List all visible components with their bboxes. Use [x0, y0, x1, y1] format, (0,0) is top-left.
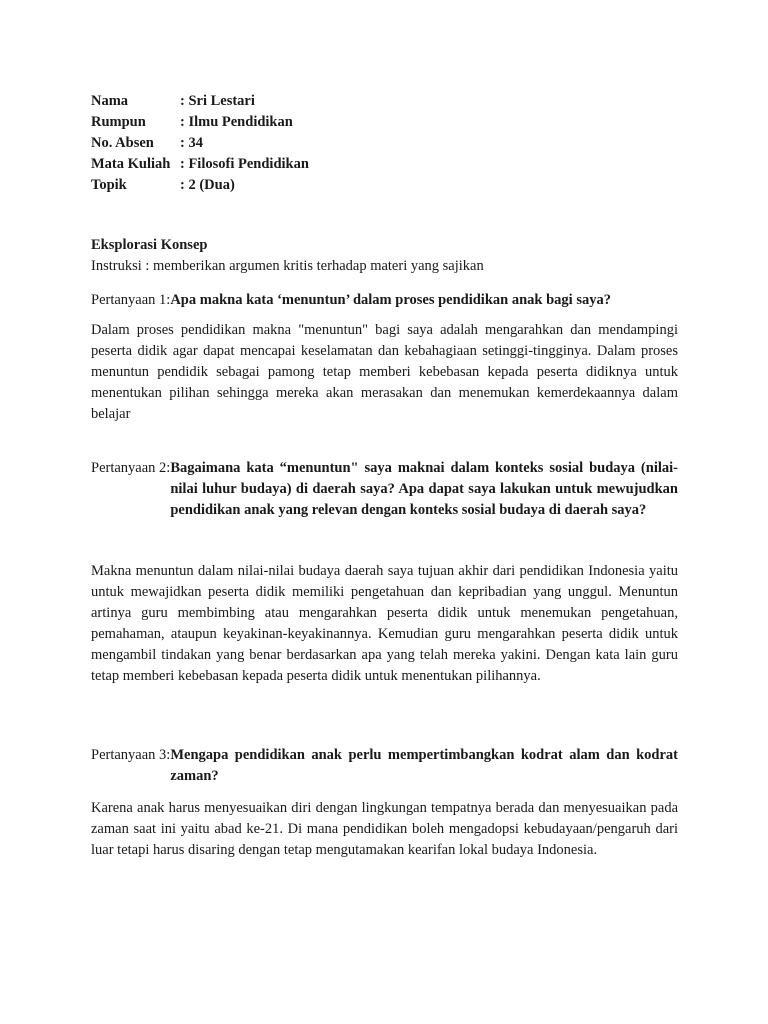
- identity-row-topik: [91, 175, 309, 196]
- identity-label: Nama: [91, 93, 129, 109]
- question-1: [91, 290, 678, 311]
- identity-label: Rumpun: [91, 114, 146, 130]
- identity-value: : Sri Lestari: [180, 93, 255, 109]
- section-title: Eksplorasi Konsep: [91, 237, 208, 253]
- identity-row-mata-kuliah: [91, 154, 309, 175]
- identity-label: No. Absen: [91, 135, 154, 151]
- question-prefix: Pertanyaan 1:: [91, 292, 171, 308]
- identity-value: : Ilmu Pendidikan: [180, 114, 293, 130]
- question-text: Mengapa pendidikan anak perlu mempertimbangkan kodrat alam dan kodrat zaman?: [170, 747, 678, 784]
- identity-value: : 34: [180, 135, 203, 151]
- question-3: [91, 745, 678, 787]
- question-prefix: Pertanyaan 2:: [91, 460, 171, 476]
- section-instruction: Instruksi : memberikan argumen kritis terhadap materi yang sajikan: [91, 258, 484, 274]
- answer-3: Karena anak harus menyesuaikan diri dengan lingkungan tempatnya berada dan menyesuaikan pada zaman saat ini yaitu abad ke-21. Di mana pendidikan boleh mengadopsi kebudayaan/pengaruh dari luar tetapi harus disaring dengan tetap mengutamakan kearifan lokal budaya Indonesia.: [91, 800, 678, 858]
- question-prefix: Pertanyaan 3:: [91, 747, 171, 763]
- answer-1: Dalam proses pendidikan makna "menuntun" bagi saya adalah mengarahkan dan mendampingi peserta didik agar dapat mencapai keselamatan dan kebahagiaan setinggi-tingginya. Dalam proses menuntun pendidik sebagai pamong tetap memberi kebebasan kepada peserta didiknya untuk menentukan pilihan sehingga mereka akan merasakan dan menemukan kemerdekaannya dalam belajar: [91, 322, 678, 422]
- question-2: [91, 458, 678, 521]
- identity-label: Mata Kuliah: [91, 156, 171, 172]
- answer-2: Makna menuntun dalam nilai-nilai budaya daerah saya tujuan akhir dari pendidikan Indonesia yaitu untuk mewajidkan peserta didik memiliki pengetahuan dan kepribadian yang unggul. Menuntun artinya guru membimbing atau mengarahkan peserta didik untuk menemukan pengetahuan, pemahaman, ataupun keyakinan-keyakinannya. Kemudian guru mengarahkan peserta didik untuk mengambil tindakan yang benar berdasarkan apa yang telah mereka yakini. Dengan kata lain guru tetap memberi kebebasan kepada peserta didik untuk menentukan pilihannya.: [91, 563, 678, 684]
- question-text: Bagaimana kata “menuntun" saya maknai dalam konteks sosial budaya (nilai-nilai luhur budaya) di daerah saya? Apa dapat saya lakukan untuk mewujudkan pendidikan anak yang relevan dengan konteks sosial budaya di daerah saya?: [170, 460, 678, 518]
- identity-value: : Filosofi Pendidikan: [180, 156, 309, 172]
- identity-row-nama: [91, 91, 309, 112]
- question-text: Apa makna kata ‘menuntun’ dalam proses pendidikan anak bagi saya?: [170, 292, 611, 308]
- identity-row-rumpun: [91, 112, 309, 133]
- identity-value: : 2 (Dua): [180, 177, 235, 193]
- identity-row-absen: [91, 133, 309, 154]
- identity-label: Topik: [91, 177, 127, 193]
- identity-header: [91, 91, 309, 196]
